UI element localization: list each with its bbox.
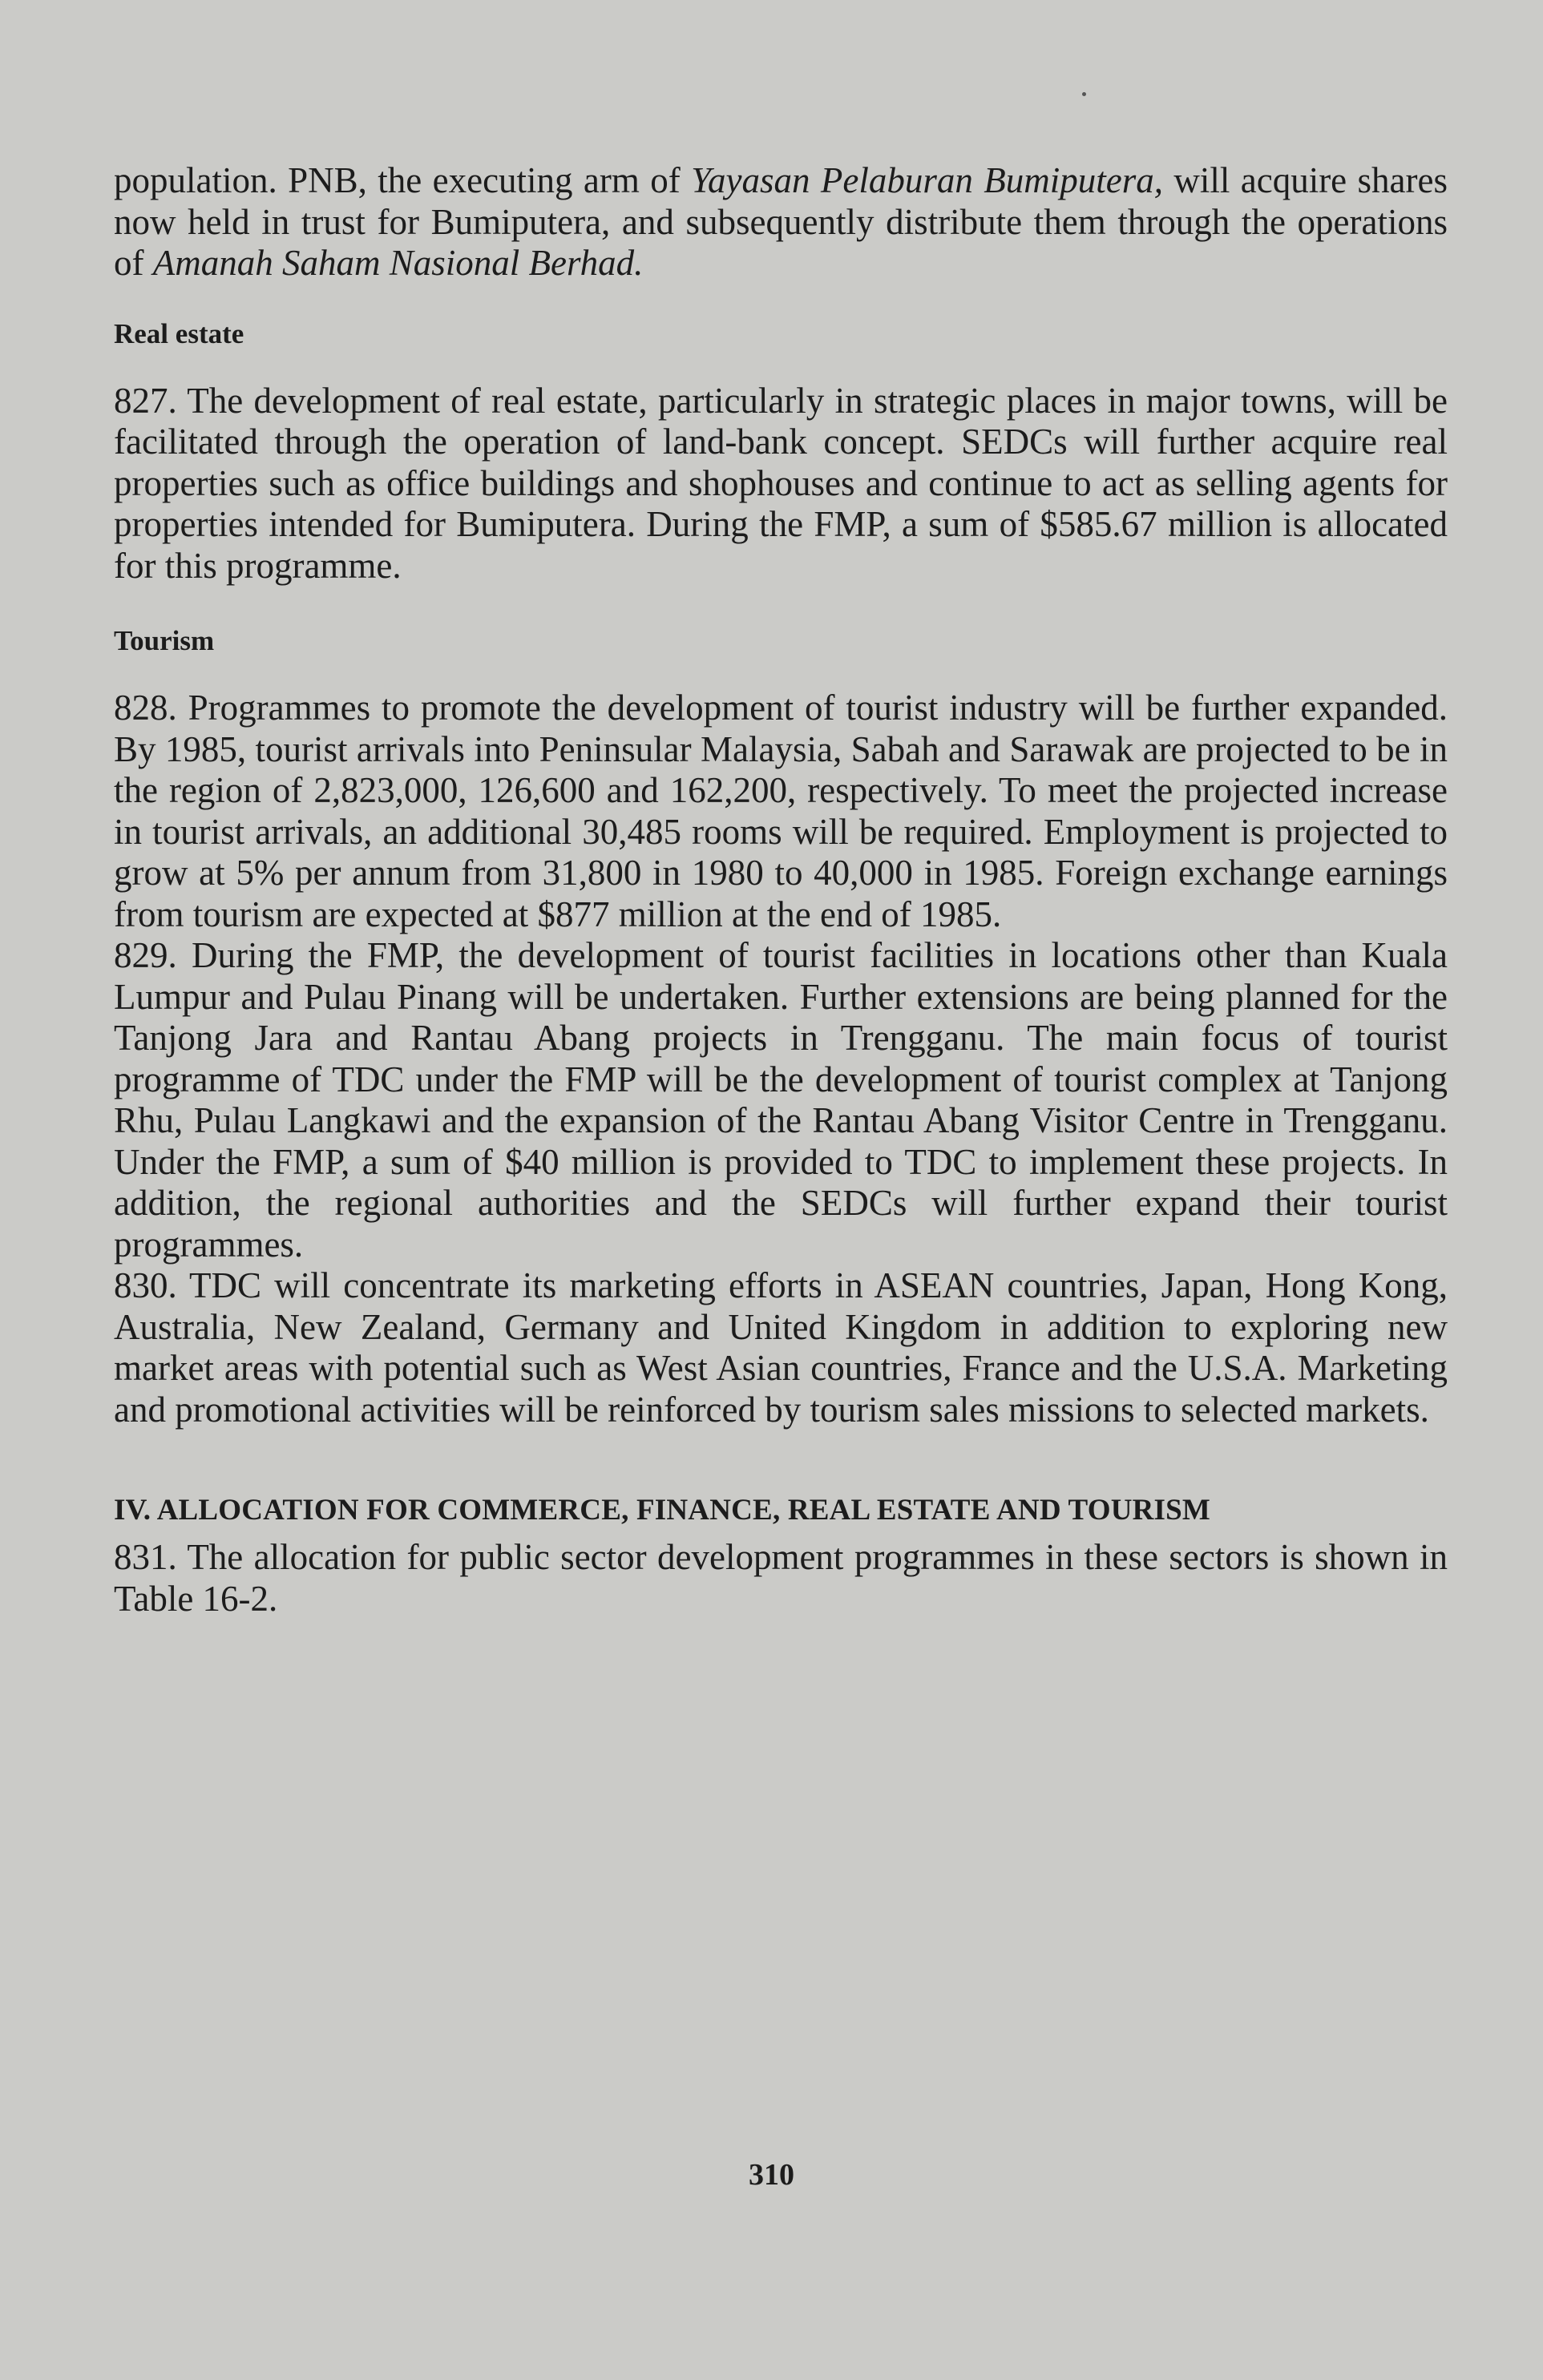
intro-paragraph [114,160,1448,284]
paragraph-831: 831. The allocation for public sector development programmes in these sectors is shown in Table 16-2. [114,1537,1448,1619]
heading-tourism: Tourism [114,625,215,656]
section-heading-allocation: IV. ALLOCATION FOR COMMERCE, FINANCE, REAL ESTATE AND TOURISM [114,1494,1211,1527]
paragraph-829: 829. During the FMP, the development of tourist facilities in locations other than Kuala Lumpur and Pulau Pinang will be undertaken. Further extensions are being planned for the Tanjong Jara and Rantau Abang projects in Trengganu. The main focus of tourist programme of TDC under the FMP will be the development of tourist complex at Tanjong Rhu, Pulau Langkawi and the expansion of the Rantau Abang Visitor Centre in Trengganu. Under the FMP, a sum of $40 million is provided to TDC to implement these projects. In addition, the regional authorities and the SEDCs will further expand their tourist programmes. [114,935,1448,1265]
intro-text-middle: will acquire shares now held in trust for Bumiputera, and subsequently distribute them through the operations of [114,160,1448,283]
heading-real-estate: Real estate [114,317,244,349]
paragraph-830: 830. TDC will concentrate its marketing efforts in ASEAN countries, Japan, Hong Kong, Australia, New Zealand, Germany and United Kingdom in addition to exploring new market areas with potential such as West Asian countries, France and the U.S.A. Marketing and promotional activities will be reinforced by tourism sales missions to selected markets. [114,1265,1448,1430]
page-number: 310 [749,2158,794,2192]
intro-italic-yayasan: Yayasan Pelaburan Bumiputera, [691,160,1163,200]
speck-mark [1082,92,1086,96]
paragraph-828: 828. Programmes to promote the development of tourist industry will be further expanded. By 1985, tourist arrivals into Peninsular Malaysia, Sabah and Sarawak are projected to be in the region of 2,823,000, 126,600 and 162,200, respectively. To meet the projected increase in tourist arrivals, an additional 30,485 rooms will be required. Employment is projected to grow at 5% per annum from 31,800 in 1980 to 40,000 in 1985. Foreign exchange earnings from tourism are expected at $877 million at the end of 1985. [114,688,1448,934]
page-content [114,160,1448,1620]
intro-text-start: population. PNB, the executing arm of [114,160,692,200]
intro-italic-amanah: Amanah Saham Nasional Berhad. [152,243,644,283]
paragraph-827: 827. The development of real estate, particularly in strategic places in major towns, will be facilitated through the operation of land-bank concept. SEDCs will further acquire real properties such as office buildings and shophouses and continue to act as selling agents for properties intended for Bumiputera. During the FMP, a sum of $585.67 million is allocated for this programme. [114,380,1448,586]
